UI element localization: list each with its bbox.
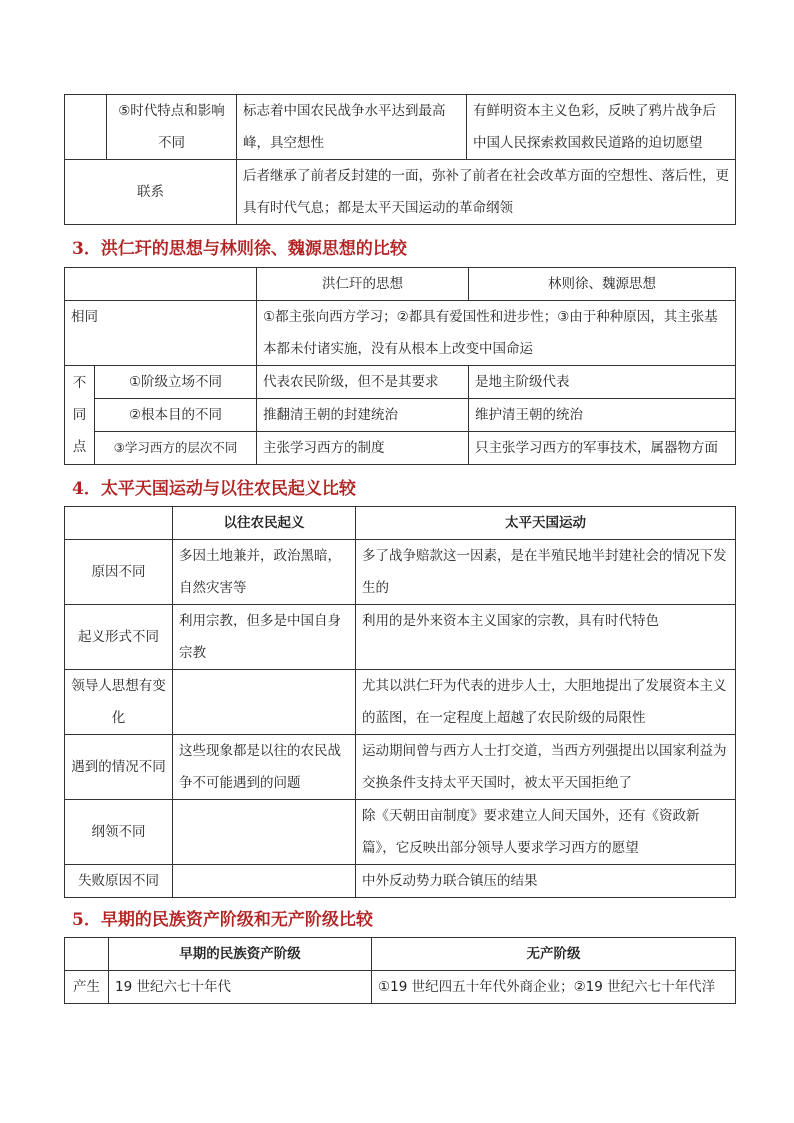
table-cell-empty xyxy=(65,507,173,540)
row-label: 遇到的情况不同 xyxy=(65,735,173,800)
column-header: 以往农民起义 xyxy=(173,507,356,540)
table-cell: 只主张学习西方的军事技术，属器物方面 xyxy=(469,432,736,465)
comparison-table-continued xyxy=(64,94,736,225)
row-label: ③学习西方的层次不同 xyxy=(95,432,257,465)
row-label: 领导人思想有变化 xyxy=(65,670,173,735)
column-header: 无产阶级 xyxy=(372,938,736,971)
row-label-era-features: ⑤时代特点和影响不同 xyxy=(107,95,237,160)
row-label: 纲领不同 xyxy=(65,800,173,865)
table-cell: 利用的是外来资本主义国家的宗教，具有时代特色 xyxy=(356,605,736,670)
section-5-table xyxy=(64,937,736,1004)
table-cell xyxy=(173,670,356,735)
row-label: ②根本目的不同 xyxy=(95,399,257,432)
table-cell: 中外反动势力联合镇压的结果 xyxy=(356,865,736,898)
table-cell: 尤其以洪仁玕为代表的进步人士，大胆地提出了发展资本主义的蓝图，在一定程度上超越了农民阶级的局限性 xyxy=(356,670,736,735)
section-4-table xyxy=(64,506,736,898)
row-label: 起义形式不同 xyxy=(65,605,173,670)
column-header: 林则徐、魏源思想 xyxy=(469,268,736,301)
table-cell: ①19 世纪四五十年代外商企业；②19 世纪六七十年代洋 xyxy=(372,971,736,1004)
section-3-heading: 3．洪仁玕的思想与林则徐、魏源思想的比较 xyxy=(72,239,407,259)
table-cell: ①都主张向西方学习；②都具有爱国性和进步性；③由于种种原因，其主张基本都未付诸实施，没有从根本上改变中国命运 xyxy=(257,301,736,366)
table-cell: 推翻清王朝的封建统治 xyxy=(257,399,469,432)
table-cell: 19 世纪六七十年代 xyxy=(109,971,372,1004)
table-cell: 有鲜明资本主义色彩，反映了鸦片战争后中国人民探索救国救民道路的迫切愿望 xyxy=(467,95,736,160)
table-cell-empty xyxy=(65,938,109,971)
table-cell: 主张学习西方的制度 xyxy=(257,432,469,465)
section-5-heading: 5．早期的民族资产阶级和无产阶级比较 xyxy=(72,910,373,930)
table-cell xyxy=(173,800,356,865)
row-label-differences: 不 同 点 xyxy=(65,366,95,465)
row-label: ①阶级立场不同 xyxy=(95,366,257,399)
row-label: 原因不同 xyxy=(65,540,173,605)
table-cell xyxy=(173,865,356,898)
table-cell-empty xyxy=(65,268,257,301)
table-cell: 多了战争赔款这一因素，是在半殖民地半封建社会的情况下发生的 xyxy=(356,540,736,605)
section-3-table xyxy=(64,267,736,465)
table-cell: 利用宗教，但多是中国自身宗教 xyxy=(173,605,356,670)
row-label-relation: 联系 xyxy=(65,160,237,225)
table-cell: 标志着中国农民战争水平达到最高峰，具空想性 xyxy=(237,95,467,160)
table-cell: 多因土地兼并，政治黑暗，自然灾害等 xyxy=(173,540,356,605)
table-cell: 代表农民阶级，但不是其要求 xyxy=(257,366,469,399)
table-cell: 后者继承了前者反封建的一面，弥补了前者在社会改革方面的空想性、落后性，更具有时代气息；都是太平天国运动的革命纲领 xyxy=(237,160,736,225)
row-label: 失败原因不同 xyxy=(65,865,173,898)
column-header: 太平天国运动 xyxy=(356,507,736,540)
row-label-same: 相同 xyxy=(65,301,257,366)
row-label: 产生 xyxy=(65,971,109,1004)
table-cell: 是地主阶级代表 xyxy=(469,366,736,399)
section-4-heading: 4．太平天国运动与以往农民起义比较 xyxy=(72,479,356,499)
column-header: 早期的民族资产阶级 xyxy=(109,938,372,971)
column-header: 洪仁玕的思想 xyxy=(257,268,469,301)
table-cell-empty xyxy=(65,95,107,160)
table-cell: 维护清王朝的统治 xyxy=(469,399,736,432)
table-cell: 这些现象都是以往的农民战争不可能遇到的问题 xyxy=(173,735,356,800)
table-cell: 运动期间曾与西方人士打交道，当西方列强提出以国家利益为交换条件支持太平天国时，被太平天国拒绝了 xyxy=(356,735,736,800)
table-cell: 除《天朝田亩制度》要求建立人间天国外，还有《资政新篇》，它反映出部分领导人要求学习西方的愿望 xyxy=(356,800,736,865)
